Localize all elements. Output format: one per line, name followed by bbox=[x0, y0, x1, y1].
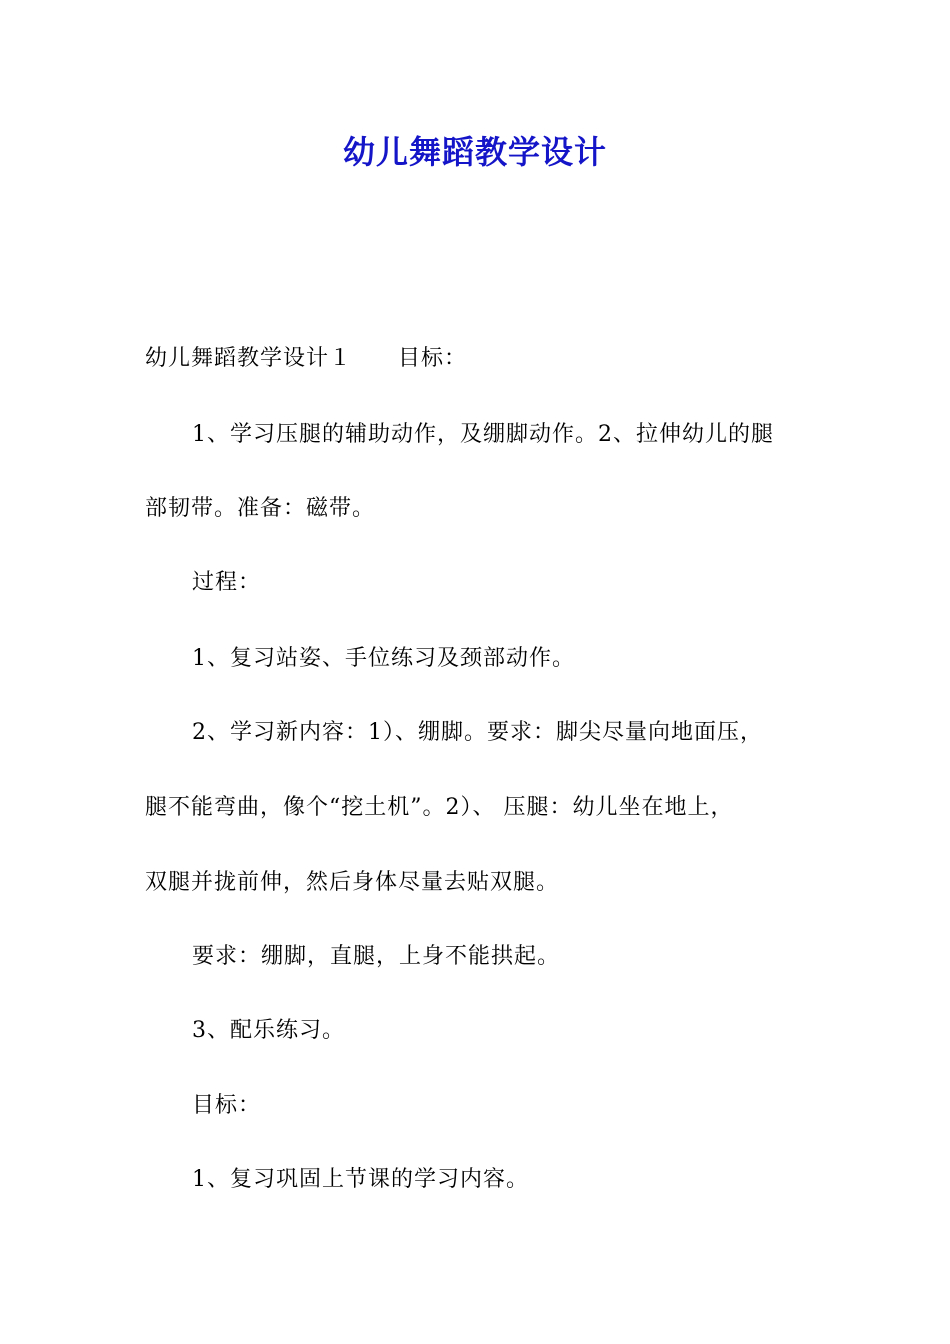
paragraph-line: 过程： bbox=[192, 570, 262, 595]
paragraph-line: 部韧带。准备：磁带。 bbox=[145, 496, 376, 521]
section-heading-title: 幼儿舞蹈教学设计１ bbox=[145, 346, 353, 371]
paragraph-line: 1、复习站姿、手位练习及颈部动作。 bbox=[192, 646, 575, 671]
section-heading bbox=[145, 343, 467, 375]
paragraph-line: 3、配乐练习。 bbox=[192, 1018, 345, 1043]
paragraph-line: 目标： bbox=[192, 1093, 262, 1118]
paragraph-line: 双腿并拢前伸，然后身体尽量去贴双腿。 bbox=[145, 870, 560, 895]
paragraph-line: 腿不能弯曲，像个“挖土机”。2）、 压腿：幼儿坐在地上， bbox=[145, 795, 734, 820]
paragraph-line: 2、学习新内容：1）、绷脚。要求：脚尖尽量向地面压， bbox=[192, 720, 763, 745]
section-heading-goal: 目标： bbox=[398, 346, 468, 371]
document-title: 幼儿舞蹈教学设计 bbox=[342, 133, 607, 171]
paragraph-line: 要求：绷脚，直腿，上身不能拱起。 bbox=[192, 944, 561, 969]
paragraph-line: 1、复习巩固上节课的学习内容。 bbox=[192, 1167, 529, 1192]
paragraph-line: 1、学习压腿的辅助动作，及绷脚动作。2、拉伸幼儿的腿 bbox=[192, 422, 774, 447]
